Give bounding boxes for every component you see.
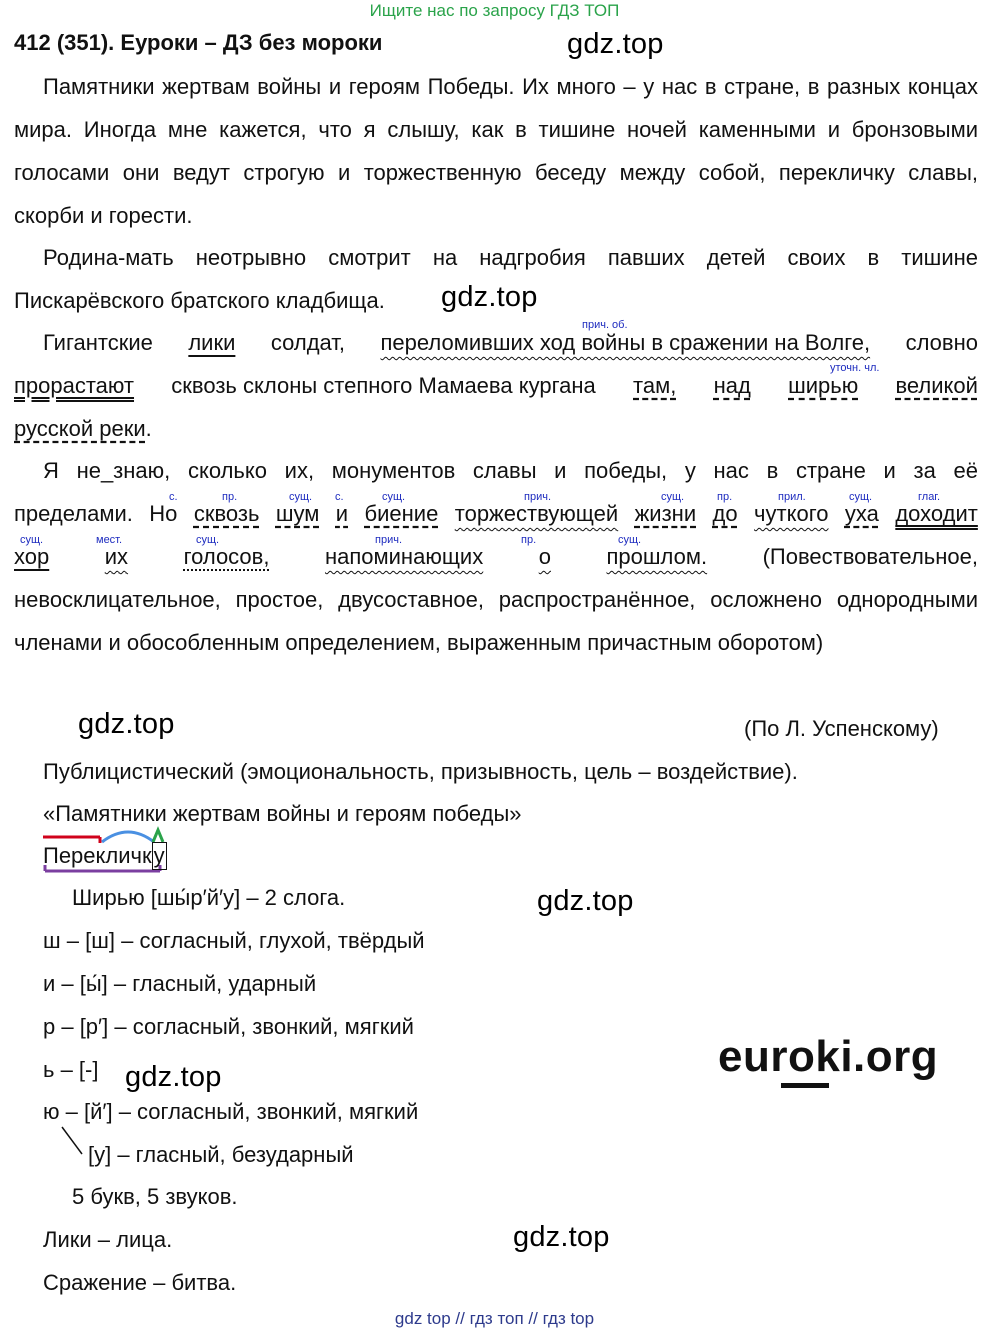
word: Гигантские	[43, 330, 153, 355]
root-mark	[102, 832, 154, 842]
watermark: gdz.top	[513, 1221, 610, 1253]
watermark: gdz.top	[125, 1061, 222, 1093]
source-attribution: (По Л. Успенскому)	[744, 716, 939, 741]
word: пределами.	[14, 501, 133, 526]
sentence-4-line-2	[14, 501, 978, 531]
word: словно	[905, 330, 978, 355]
word-attribute: чуткого	[754, 501, 829, 526]
note: сущ.	[289, 491, 313, 503]
watermark: gdz.top	[78, 708, 175, 740]
logo-underline	[781, 1083, 829, 1088]
word-adverbial: и	[335, 501, 349, 526]
note: с.	[169, 491, 178, 503]
watermark: gdz.top	[441, 281, 538, 313]
sentence-3-line-2	[14, 373, 978, 403]
phonetic-row: и – [ы́] – гласный, ударный	[43, 971, 317, 996]
word-predicate: доходит	[895, 501, 978, 526]
word: солдат,	[270, 330, 346, 355]
word-adverbial: до	[712, 501, 738, 526]
note: пр.	[717, 491, 733, 503]
sentence-4-line-3	[14, 544, 978, 574]
word: (Повествовательное,	[762, 544, 978, 569]
vocab-item: Лики – лица.	[43, 1227, 173, 1252]
phonetic-row: ь – [-]	[43, 1057, 99, 1082]
note: прич.	[524, 491, 552, 503]
word-subject: лики	[188, 330, 236, 355]
paragraph-1: Памятники жертвам войны и героям Победы. Их много – у нас в стране, в разных концах мира. Иногда мне кажется, что я слышу, как в тишине ночей каменными и бронзовыми голосами они ведут строгую и торжественную беседу между собой, перекличку славы, скорби и горести.	[14, 74, 978, 228]
word-adverbial: великой	[895, 373, 978, 398]
footer-links[interactable]: gdz top // гдз топ // гдз top	[394, 1309, 595, 1328]
note: глаг.	[918, 491, 941, 503]
phonetic-row: [у] – гласный, безударный	[88, 1142, 354, 1167]
watermark: gdz.top	[567, 28, 664, 60]
sentence-4-line-1-text: Я не_знаю, сколько их, монументов славы и победы, у нас в стране и за её	[43, 458, 978, 483]
note: сущ.	[20, 534, 44, 546]
watermark: gdz.top	[537, 885, 634, 917]
note: пр.	[222, 491, 238, 503]
note: прил.	[778, 491, 806, 503]
sentence-3-line-3	[14, 416, 152, 442]
word-adverbial: над	[713, 373, 751, 398]
note-participial-phrase: прич. об.	[582, 319, 628, 331]
word-stem: Перекличк	[43, 843, 152, 868]
paragraph-2: Родина-мать неотрывно смотрит на надгробия павших детей своих в тишине Пискарёвского братского кладбища.	[14, 245, 978, 313]
text-heading: «Памятники жертвам войны и героям победы»	[43, 801, 522, 826]
morphemic-word	[43, 842, 167, 870]
sentence-3-line-1	[14, 330, 978, 360]
vocab-item: Сражение – битва.	[43, 1270, 237, 1295]
note: пр.	[521, 534, 537, 546]
note-clarifying-member: уточн. чл.	[830, 362, 880, 374]
word-adverbial: сквозь	[193, 501, 260, 526]
word-adverbial: шум	[275, 501, 320, 526]
word-adverbial: жизни	[634, 501, 697, 526]
phonetic-intro: Ширью [шы́р′й′у] – 2 слога.	[72, 885, 346, 910]
phonetic-summary: 5 букв, 5 звуков.	[72, 1184, 238, 1209]
page-title: 412 (351). Еуроки – ДЗ без мороки	[14, 30, 383, 55]
connector-line	[60, 1124, 86, 1158]
word-participle: напоминающих	[324, 544, 484, 569]
sentence-4-line-1	[43, 458, 978, 488]
word-predicate: прорастают	[14, 373, 135, 398]
word: Но	[149, 501, 178, 526]
word-group: сквозь склоны степного Мамаева кургана	[171, 373, 596, 398]
euroki-logo[interactable]: euroki.org	[718, 1032, 939, 1081]
word-participle: о	[538, 544, 551, 569]
word-adverbial: там,	[633, 373, 677, 398]
top-banner[interactable]: Ищите нас по запросу ГДЗ ТОП	[369, 1, 620, 20]
phonetic-row: р – [р′] – согласный, звонкий, мягкий	[43, 1014, 414, 1039]
word-adverbial: уха	[844, 501, 879, 526]
sentence-characteristics: невосклицательное, простое, двусоставное, распространённое, осложнено однородными членами и обособленным определением, выраженным причастным оборотом)	[14, 587, 978, 655]
word-participle: прошлом.	[606, 544, 708, 569]
word-adverbial: русской реки	[14, 416, 146, 441]
note: сущ.	[382, 491, 406, 503]
phonetic-row: ю – [й′] – согласный, звонкий, мягкий	[43, 1099, 419, 1124]
word-ending: у	[153, 843, 165, 868]
note: сущ.	[618, 534, 642, 546]
note: с.	[335, 491, 344, 503]
note: сущ.	[849, 491, 873, 503]
text-style: Публицистический (эмоциональность, призывность, цель – воздействие).	[43, 759, 798, 784]
participial-phrase: переломивших ход войны в сражении на Волге,	[380, 330, 871, 355]
note: сущ.	[196, 534, 220, 546]
suffix-mark	[153, 830, 163, 842]
note: сущ.	[661, 491, 685, 503]
word-adverbial: биение	[364, 501, 439, 526]
note: прич.	[375, 534, 403, 546]
word-attribute: их	[104, 544, 129, 569]
word-adverbial: ширью	[788, 373, 859, 398]
phonetic-row: ш – [ш] – согласный, глухой, твёрдый	[43, 928, 425, 953]
word-attribute: торжествующей	[454, 501, 619, 526]
note: мест.	[96, 534, 123, 546]
punct: .	[145, 416, 152, 441]
word-object: голосов,	[183, 544, 270, 569]
word-subject: хор	[14, 544, 50, 569]
